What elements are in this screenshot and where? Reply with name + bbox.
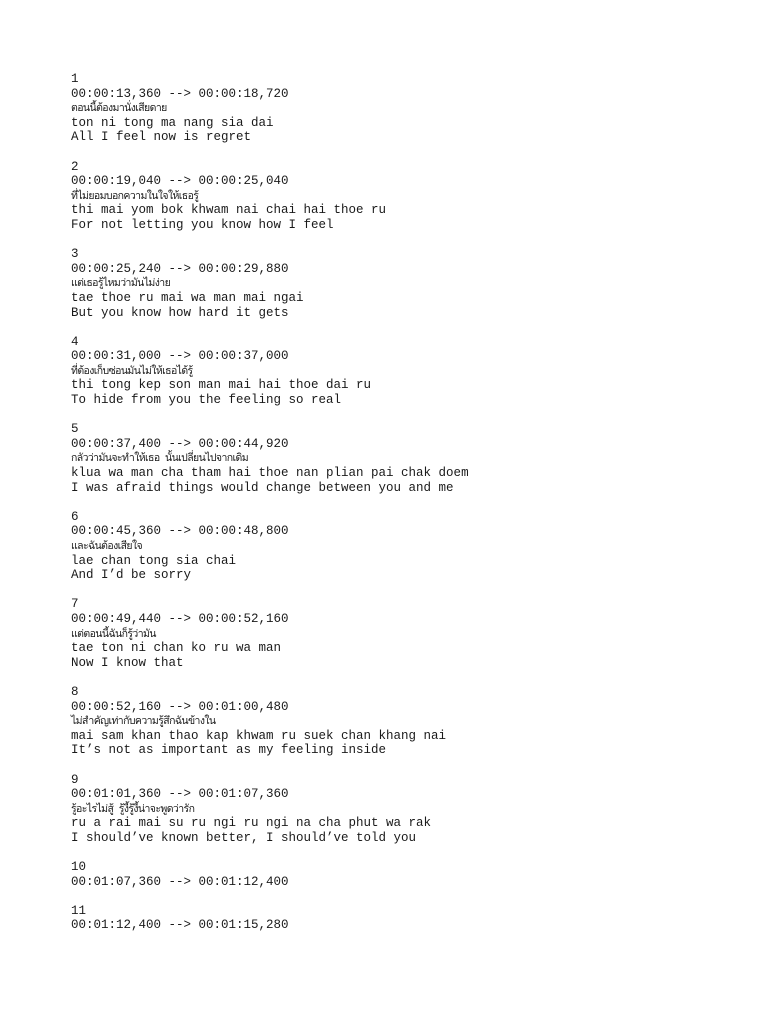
cue-english-text: And I’d be sorry [71,568,192,583]
cue-romanized-text: thi tong kep son man mai hai thoe dai ru [71,378,372,393]
subtitle-cue [71,510,751,583]
subtitle-cue [71,72,751,145]
cue-romanized-text: tae ton ni chan ko ru wa man [71,641,282,656]
subtitle-cue [71,247,751,320]
cue-thai-text: ที่ไม่ยอมบอกความในใจให้เธอรู้ [71,189,199,202]
cue-romanized-text: ton ni tong ma nang sia dai [71,115,274,130]
cue-index: 7 [71,597,79,612]
cue-english-text: For not letting you know how I feel [71,217,334,232]
cue-thai-text: รู้อะไรไม่สู้ รู้งี้รู้งี้น่าจะพูดว่ารัก [71,802,195,815]
cue-timecode: 00:00:13,360 --> 00:00:18,720 [71,86,289,101]
cue-thai-text: ตอนนี้ต้องมานั่งเสียดาย [71,102,167,115]
cue-timecode: 00:00:37,400 --> 00:00:44,920 [71,436,289,451]
cue-index: 6 [71,509,79,524]
cue-romanized-text: tae thoe ru mai wa man mai ngai [71,290,304,305]
subtitle-cue [71,597,751,670]
cue-romanized-text: lae chan tong sia chai [71,553,237,568]
cue-timecode: 00:00:45,360 --> 00:00:48,800 [71,524,289,539]
cue-timecode: 00:00:19,040 --> 00:00:25,040 [71,174,289,189]
cue-english-text: To hide from you the feeling so real [71,393,342,408]
cue-timecode: 00:00:31,000 --> 00:00:37,000 [71,349,289,364]
cue-timecode: 00:01:07,360 --> 00:01:12,400 [71,874,289,889]
cue-timecode: 00:00:49,440 --> 00:00:52,160 [71,611,289,626]
cue-romanized-text: thi mai yom bok khwam nai chai hai thoe ru [71,203,387,218]
cue-english-text: But you know how hard it gets [71,305,289,320]
cue-thai-text: แต่ตอนนี้ฉันก็รู้ว่ามัน [71,627,156,640]
cue-timecode: 00:00:25,240 --> 00:00:29,880 [71,261,289,276]
cue-thai-text: กลัวว่ามันจะทำให้เธอ นั้นเปลี่ยนไปจากเดิม [71,452,249,465]
cue-romanized-text: ru a rai mai su ru ngi ru ngi na cha phut wa rak [71,816,432,831]
subtitle-cue [71,685,751,758]
cue-index: 5 [71,422,79,437]
cue-english-text: It’s not as important as my feeling inside [71,743,387,758]
cue-romanized-text: mai sam khan thao kap khwam ru suek chan khang nai [71,728,447,743]
cue-thai-text: ที่ต้องเก็บซ่อนมันไม่ให้เธอได้รู้ [71,364,193,377]
subtitle-cue [71,335,751,408]
cue-english-text: I should’ve known better, I should’ve told you [71,830,417,845]
cue-index: 4 [71,334,79,349]
cue-index: 3 [71,247,79,262]
cue-index: 2 [71,159,79,174]
subtitle-cue [71,860,751,889]
subtitle-cue [71,160,751,233]
cue-english-text: Now I know that [71,655,184,670]
cue-index: 10 [71,860,87,875]
cue-index: 8 [71,684,79,699]
cue-index: 9 [71,772,79,787]
subtitle-document [71,72,751,948]
cue-thai-text: และฉันต้องเสียใจ [71,540,143,552]
cue-timecode: 00:01:01,360 --> 00:01:07,360 [71,787,289,802]
cue-romanized-text: klua wa man cha tham hai thoe nan plian pai chak doem [71,466,469,481]
cue-timecode: 00:00:52,160 --> 00:01:00,480 [71,699,289,714]
cue-english-text: All I feel now is regret [71,130,252,145]
cue-thai-text: ไม่สำคัญเท่ากับความรู้สึกฉันข้างใน [71,715,216,728]
cue-timecode: 00:01:12,400 --> 00:01:15,280 [71,918,289,933]
subtitle-cue [71,773,751,846]
cue-english-text: I was afraid things would change between you and me [71,480,454,495]
cue-index: 1 [71,72,79,86]
subtitle-cue [71,904,751,933]
cue-index: 11 [71,903,87,918]
subtitle-cue [71,422,751,495]
cue-thai-text: แต่เธอรู้ไหมว่ามันไม่ง่าย [71,277,171,290]
